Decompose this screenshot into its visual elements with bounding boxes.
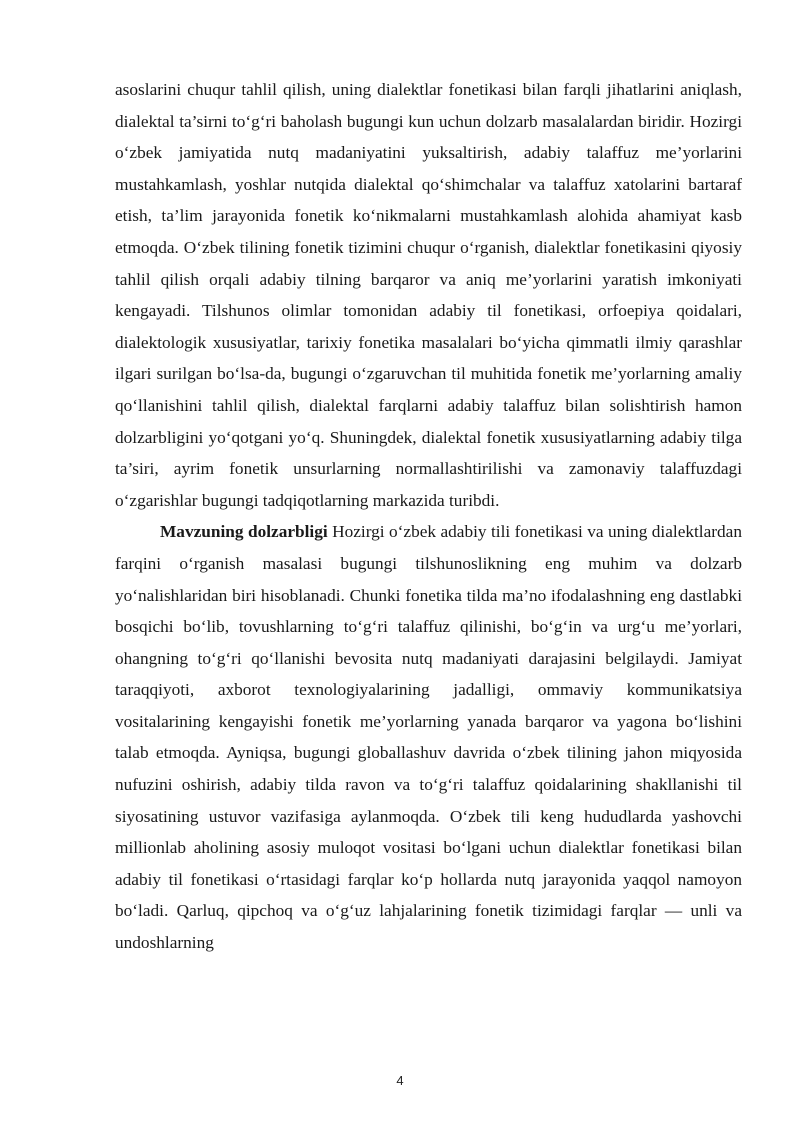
paragraph-relevance xyxy=(115,516,742,958)
section-heading-relevance: Mavzuning dolzarbligi xyxy=(160,522,328,542)
paragraph-continuation: asoslarini chuqur tahlil qilish, uning dialektlar fonetikasi bilan farqli jihatlarini aniqlash, dialektal ta’sirni to‘g‘ri baholash bugungi kun uchun dolzarb masalalardan biridir. Hozirgi o‘zbek jamiyatida nutq madaniyatini yuksaltirish, adabiy talaffuz me’yorlarini mustahkamlash, yoshlar nutqida dialektal qo‘shimchalar va talaffuz xatolarini bartaraf etish, ta’lim jarayonida fonetik ko‘nikmalarni mustahkamlash alohida ahamiyat kasb etmoqda. O‘zbek tilining fonetik tizimini chuqur o‘rganish, dialektlar fonetikasini qiyosiy tahlil qilish orqali adabiy tilning barqaror va aniq me’yorlarini yaratish imkoniyati kengayadi. Tilshunos olimlar tomonidan adabiy til fonetikasi, orfoepiya qoidalari, dialektologik xususiyatlar, tarixiy fonetika masalalari bo‘yicha qimmatli ilmiy qarashlar ilgari surilgan bo‘lsa-da, bugungi o‘zgaruvchan til muhitida fonetik me’yorlarning amaliy qo‘llanishini tahlil qilish, dialektal farqlarni adabiy talaffuz bilan solishtirish hamon dolzarbligini yo‘qotgani yo‘q. Shuningdek, dialektal fonetik xususiyatlarning adabiy tilga ta’siri, ayrim fonetik unsurlarning normallashtirilishi va zamonaviy talaffuzdagi o‘zgarishlar bugungi tadqiqotlarning markazida turibdi. xyxy=(115,80,742,510)
paragraph-relevance-text: Hozirgi o‘zbek adabiy tili fonetikasi va uning dialektlardan farqini o‘rganish masalasi bugungi tilshunoslikning eng muhim va dolzarb yo‘nalishlaridan biri hisoblanadi. Chunki fonetika tilda ma’no ifodalashning eng dastlabki bosqichi bo‘lib, tovushlarning to‘g‘ri talaffuz qilinishi, bo‘g‘in va urg‘u me’yorlari, ohangning to‘g‘ri qo‘llanishi bevosita nutq madaniyati darajasini belgilaydi. Jamiyat taraqqiyoti, axborot texnologiyalarining jadalligi, ommaviy kommunikatsiya vositalarining kengayishi fonetik me’yorlarning yanada barqaror va yagona bo‘lishini talab etmoqda. Ayniqsa, bugungi globallashuv davrida o‘zbek tilining jahon miqyosida nufuzini oshirish, adabiy tilda ravon va to‘g‘ri talaffuz qoidalarining shakllanishi til siyosatining ustuvor vazifasiga aylanmoqda. O‘zbek tili keng hududlarda yashovchi millionlab aholining asosiy muloqot vositasi bo‘lgani uchun dialektlar fonetikasi bilan adabiy til fonetikasi o‘rtasidagi farqlar ko‘p hollarda nutq jarayonida yaqqol namoyon bo‘ladi. Qarluq, qipchoq va o‘g‘uz lahjalarining fonetik tizimidagi farqlar — unli va undoshlarning xyxy=(115,522,742,953)
page-number: 4 xyxy=(396,1073,404,1088)
document-body xyxy=(115,74,742,959)
